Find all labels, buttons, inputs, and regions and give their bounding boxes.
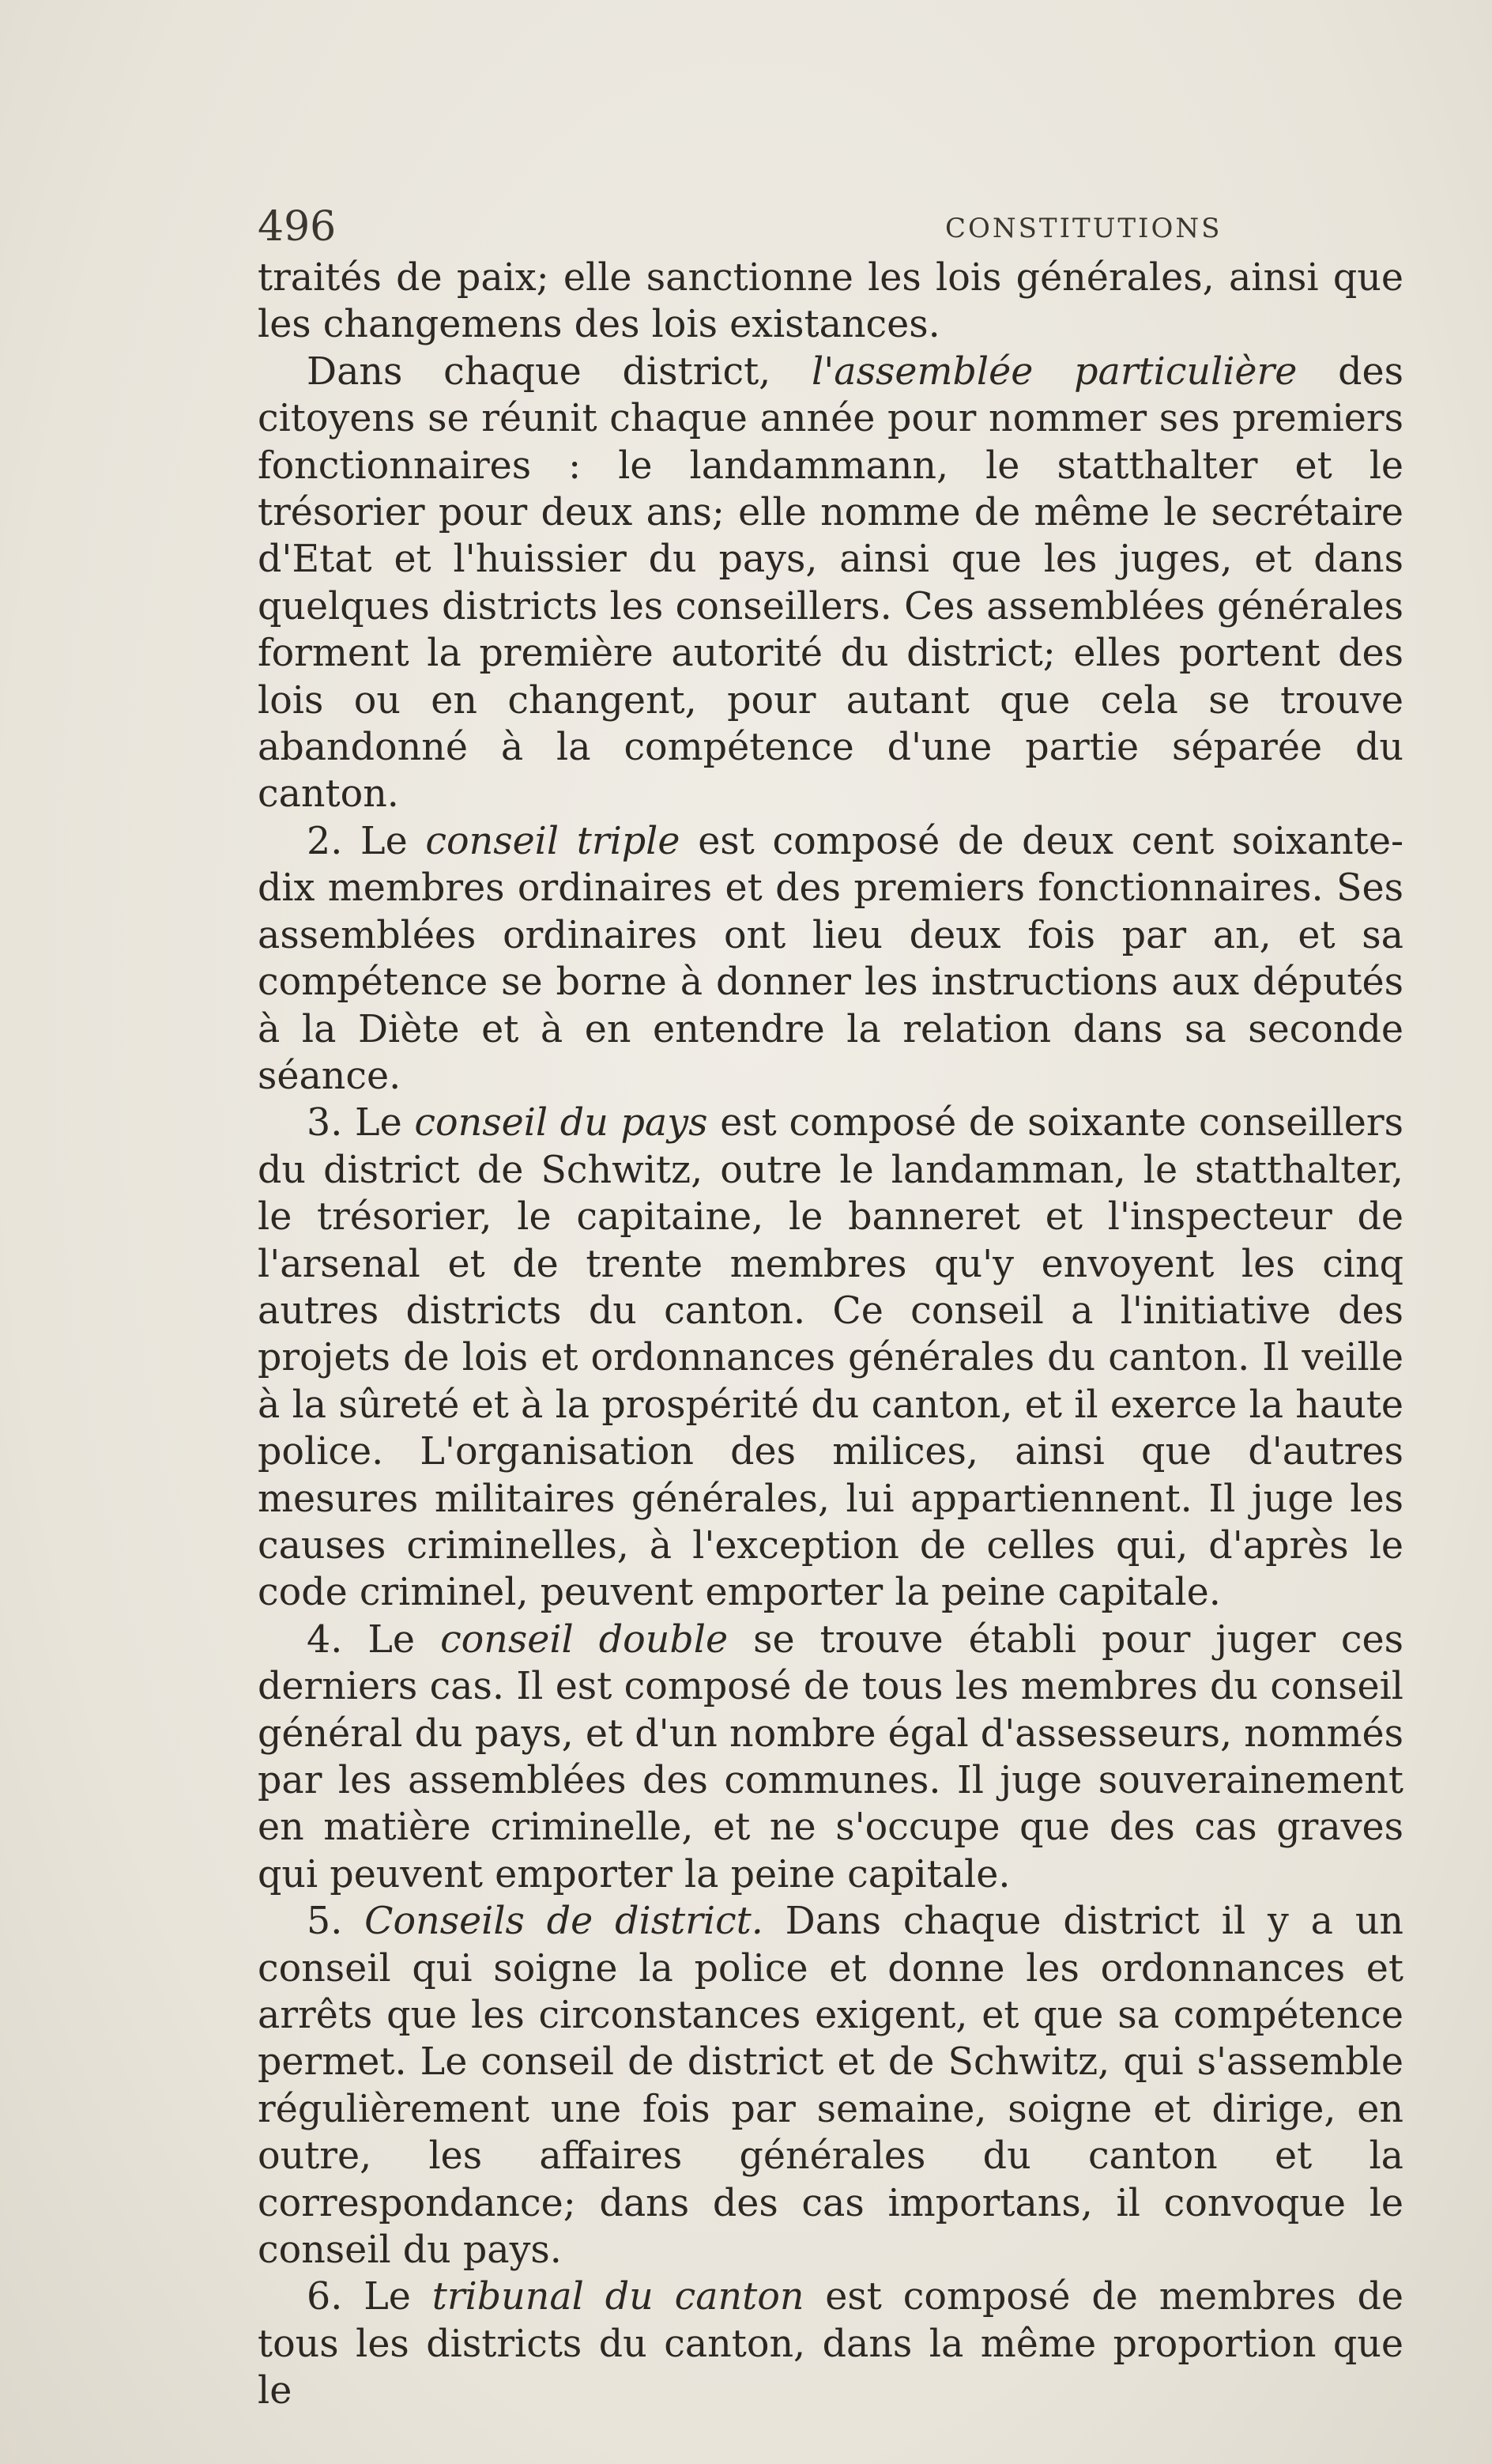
page-number: 496	[258, 203, 337, 251]
paragraph-text: se trouve établi pour juger ces derniers cas. Il est composé de tous les membres du conseil général du pays, et d'un nombre égal d'assesseurs, nommés par les assemblées des communes. Il juge souverainement en matière criminelle, et ne s'occupe que des cas graves qui peuvent emporter la peine capitale.	[258, 1617, 1403, 1896]
paragraph-term: Conseils de district.	[364, 1900, 763, 1944]
paragraph-text: traités de paix; elle sanctionne les lois générales, ainsi que les changemens des lois existances.	[258, 256, 1403, 347]
paragraph-term: conseil double	[440, 1617, 729, 1662]
paragraph-text: est composé de soixante conseillers du district de Schwitz, outre le landamman, le statthalter, le trésorier, le capitaine, le banneret et l'inspecteur de l'arsenal et de trente membres qu'y envoyent les cinq autres districts du canton. Ce conseil a l'initiative des projets de lois et ordonnances générales du canton. Il veille à la sûreté et à la prospérité du canton, et il exerce la haute police. L'organisation des milices, ainsi que d'autres mesures militaires générales, lui appartiennent. Il juge les causes criminelles, à l'exception de celles qui, d'après le code criminel, peuvent emporter la peine capitale.	[258, 1101, 1404, 1615]
paragraph-term: conseil du pays	[414, 1101, 708, 1145]
paragraph-tribunal-du-canton	[258, 2273, 1403, 2414]
paragraph-intro: 5.	[307, 1900, 365, 1944]
paragraph-continuation	[258, 255, 1403, 349]
paragraph-text: Dans chaque district il y a un conseil qui soigne la police et donne les ordonnances et arrêts que les circonstances exigent, et que sa compétence permet. Le conseil de district et de Schwitz, qui s'assemble régulièrement une fois par semaine, soigne et dirige, en outre, les affaires générales du canton et la correspondance; dans des cas importans, il convoque le conseil du pays.	[258, 1900, 1404, 2273]
paragraph-text: des citoyens se réunit chaque année pour nommer ses premiers fonctionnaires : le landammann, le statthalter et le trésorier pour deux ans; elle nomme de même le secrétaire d'Etat et l'huissier du pays, ainsi que les juges, et dans quelques districts les conseillers. Ces assemblées générales forment la première autorité du district; elles portent des lois ou en changent, pour autant que cela se trouve abandonné à la compétence d'une partie séparée du canton.	[258, 349, 1403, 817]
page-header	[258, 202, 1403, 252]
paragraph-intro: 6. Le	[307, 2275, 432, 2319]
paragraph-term: tribunal du canton	[431, 2275, 804, 2319]
paragraph-intro: 4. Le	[307, 1617, 441, 1662]
paragraph-text: est composé de deux cent soixante-dix membres ordinaires et des premiers fonctionnaires. Ses assemblées ordinaires ont lieu deux fois par an, et sa compétence se borne à donner les instructions aux députés à la Diète et à en entendre la relation dans sa seconde séance.	[258, 819, 1403, 1098]
running-head: CONSTITUTIONS	[945, 213, 1223, 244]
paragraph-text: est composé de membres de tous les districts du canton, dans la même proportion que le	[258, 2275, 1403, 2413]
paragraph-intro: 2. Le	[307, 819, 426, 863]
paragraph-conseils-de-district	[258, 1898, 1403, 2273]
paragraph-conseil-double	[258, 1617, 1403, 1898]
paragraph-term: l'assemblée particulière	[812, 349, 1298, 394]
paragraph-assemblee-particuliere	[258, 349, 1403, 818]
body-text	[258, 255, 1403, 2415]
paragraph-term: conseil triple	[425, 819, 680, 863]
paragraph-conseil-du-pays	[258, 1100, 1403, 1616]
paragraph-intro: 3. Le	[307, 1101, 415, 1145]
paragraph-intro: Dans chaque district,	[307, 349, 812, 394]
paragraph-conseil-triple	[258, 818, 1403, 1100]
